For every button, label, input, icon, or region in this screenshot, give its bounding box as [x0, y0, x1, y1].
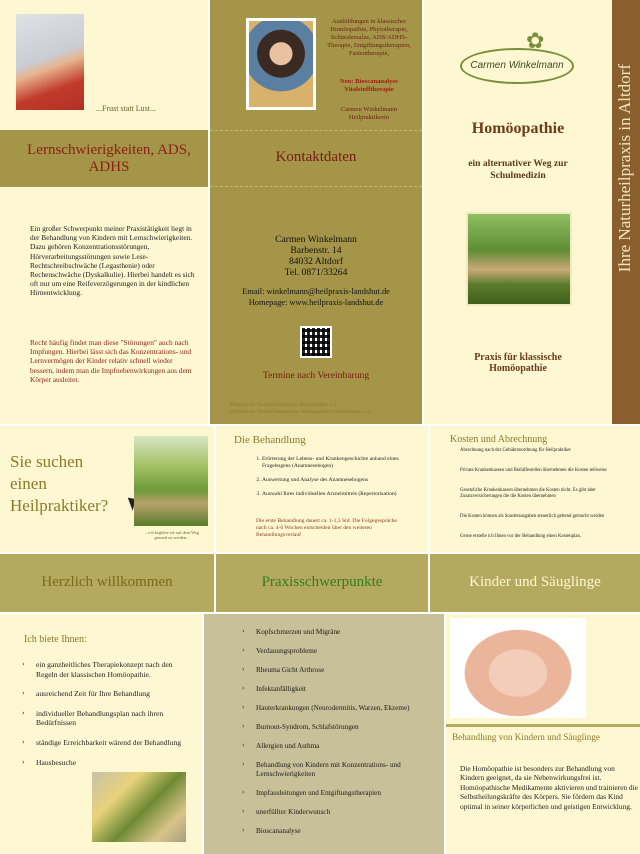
focus-item: › Kopfschmerzen und Migräne — [242, 628, 438, 637]
baby-feet-hands-photo — [450, 618, 586, 718]
panel-costs — [430, 426, 640, 552]
panel-cover — [424, 0, 612, 424]
contact-street: Barbenstr. 14 — [290, 245, 342, 256]
search-line-3: Heilpraktiker? — [10, 496, 109, 515]
offer-item: › individueller Behandlungsplan nach ihren Bedürfnissen — [22, 709, 182, 728]
cost-item: Abrechnung nach der Gebührenordnung für Heilpraktiker — [460, 448, 571, 453]
training-list: Ausbildungen in klassischer Homöopathie, Phytotherapie, Schüsslersalze, ADS/ADHS-Therapie, Entgiftungstherapien, Fastentherapie, — [327, 18, 411, 57]
panel-focus-list — [204, 614, 444, 854]
contact-name: Carmen Winkelmann — [275, 234, 357, 245]
offer-item: › ein ganzheitliches Therapiekonzept nach den Regeln der klassischen Homöopathie. — [22, 660, 182, 679]
kids-title: Behandlung von Kindern und Säuglinge — [452, 732, 601, 742]
focus-item: › Burnout-Syndrom, Schlafstörungen — [242, 723, 438, 732]
cost-item: Gerne erstelle ich Ihnen vor der Behandlung einen Kostenplan. — [460, 534, 582, 539]
contact-heading: Kontaktdaten — [275, 149, 357, 165]
offer-item: › Hausbesuche — [22, 758, 182, 768]
search-line-2: einen — [10, 474, 47, 493]
cover-praxis: Praxis für klassische Homöopathie — [474, 352, 562, 374]
side-band — [612, 0, 640, 424]
membership-line-1: Mitglied im Verband Deutscher Heilpraktiker e.V. — [230, 402, 338, 408]
frustrated-boy-photo — [16, 14, 84, 110]
offer-title: Ich biete Ihnen: — [24, 634, 87, 645]
forest-path-photo — [466, 212, 572, 306]
contact-phone: Tel. 0871/33264 — [284, 267, 348, 278]
offer-item: › ständige Erreichbarkeit wärend der Behandlung — [22, 738, 182, 748]
side-title: Ihre Naturheilpraxis in Altdorf — [615, 64, 634, 273]
search-line-1: Sie suchen — [10, 452, 84, 471]
band-kids — [430, 554, 640, 612]
panel-treatment — [216, 426, 428, 552]
focus-item: › Infektanfälligkeit — [242, 685, 438, 694]
welcome-heading: Herzlich willkommen — [41, 574, 173, 590]
appointment-note: Termine nach Vereinbarung — [262, 370, 370, 381]
contact-email[interactable]: Email: winkelmann@heilpraxis-landshut.de — [242, 287, 390, 296]
band-welcome — [0, 554, 214, 612]
learning-body: Ein großer Schwerpunkt meiner Praxistätigkeit liegt in der Behandlung von Kindern mit Lernschwierigkeiten. Dazu gehören Konzentrationsstörungen, Hörverarbeitungsstörungen sowie Lese- Rechtschreibschwäche (Legasthenie) oder Rechenschwäche (Dyskalkulie). Hierbei handelt es sich oft nur um eine Reifeverzögerungen in der kindlichen Hirnentwicklung. — [30, 224, 195, 298]
treatment-note: Die erste Behandlung dauert ca. 1-1,5 Std. Die Folgegespräche nach ca. 4-6 Wochen entscheiden über den weiteren Behandlungsverlauf — [256, 518, 397, 538]
focus-list — [242, 628, 438, 836]
panel-offer — [0, 614, 202, 854]
kids-title-bar — [446, 724, 640, 727]
treatment-title: Die Behandlung — [234, 434, 306, 446]
treatment-steps — [248, 456, 418, 498]
practitioner-name-small: Carmen Winkelmann Heilpraktikerin — [340, 106, 398, 121]
focus-item: › Bioscananalyse — [242, 827, 438, 836]
photo-caption: ...Frust statt Lust... — [96, 104, 157, 113]
treatment-step: 2. Auswertung und Analyse des Anamnesebogens — [262, 477, 418, 484]
focus-item: › Rheuma Gicht Arthrose — [242, 666, 438, 675]
contact-city: 84032 Altdorf — [288, 256, 344, 267]
hills-caption: ...ich begleite sie auf dem Weg gesund zu werden... — [145, 530, 199, 540]
cost-item: Private Krankenkassen und Beihilfestellen übernehmen die Kosten teilweise — [460, 468, 607, 473]
focus-item: › Verdauungsprobleme — [242, 647, 438, 656]
panel-learning-difficulties — [0, 0, 208, 424]
learning-heading: Lernschwierigkeiten, ADS, ADHS — [27, 142, 191, 175]
contact-homepage[interactable]: Homepage: www.heilpraxis-landshut.de — [248, 298, 384, 307]
focus-item: › Hauterkrankungen (Neurodermitis, Warzen, Ekzeme) — [242, 704, 438, 713]
cost-item: Die Kosten können als Sonderausgaben steuerlich geltend gemacht werden — [460, 514, 605, 519]
kids-heading: Kinder und Säuglinge — [469, 574, 601, 590]
kids-body: Die Homöopathie ist besonders zur Behandlung von Kindern geeignet, da sie Nebenwirkungsfrei ist. Homöopathische Medikamente aktivieren und trainieren die Selbstheilungskräfte des Körpers. Sie fördern das Kind optimal in seiner körperlichen und geistigen Entwicklung. — [460, 764, 638, 811]
focus-item: › Allergien und Asthma — [242, 742, 438, 751]
offer-list — [22, 660, 182, 767]
training-new: Neu: Bioscananalyse Vitalstofftherapie — [339, 78, 399, 93]
hills-road-photo — [134, 436, 208, 526]
cover-title: Homöopathie — [471, 120, 565, 137]
panel-contact — [210, 0, 422, 424]
treatment-step: 3. Auswahl Ihres individuellen Arzneimittels (Repertorisation) — [262, 491, 418, 498]
panel-kids — [446, 614, 640, 854]
logo-text: Carmen Winkelmann — [470, 60, 564, 71]
panel-search — [0, 426, 214, 552]
focus-item: › Impfausleitungen und Entgiftungstherapien — [242, 789, 438, 798]
focus-heading: Praxisschwerpunkte — [261, 574, 383, 590]
learning-note: Recht häufig findet man diese "Störungen" auch nach Impfungen. Hierbei lässt sich das Konzentrations- und Lernvermögen der Kinder relativ schnell wieder bessern, indem man die Impfnebenwirkungen aus dem Körper ausleitet. — [30, 338, 192, 384]
ginkgo-leaf-icon: ✿ — [526, 28, 545, 53]
cost-item: Gesetzliche Krankenkassen übernehmen die Kosten nicht. Es gibt aber Zusatzversicherungen die die Kosten übernehmen — [460, 488, 596, 499]
costs-title: Kosten und Abrechnung — [450, 434, 548, 445]
focus-item: › unerfüllter Kinderwunsch — [242, 808, 438, 817]
cover-subtitle: ein alternativer Weg zur Schulmedizin — [468, 158, 568, 181]
membership-line-2: Mitglied im Verband klassischer Homöopathen Deutschlands e.V. — [230, 409, 372, 415]
band-focus — [216, 554, 428, 612]
qr-code — [300, 326, 332, 358]
practitioner-photo — [246, 18, 316, 110]
focus-item: › Behandlung von Kindern mit Konzentrations- und Lernschwierigkeiten — [242, 761, 438, 779]
offer-item: › ausreichend Zeit für Ihre Behandlung — [22, 689, 182, 699]
treatment-step: 1. Erörterung der Lebens- und Krankengeschichte anhand eines Fragebogens (Anamnesebogen) — [262, 456, 418, 470]
flowers-photo — [92, 772, 186, 842]
